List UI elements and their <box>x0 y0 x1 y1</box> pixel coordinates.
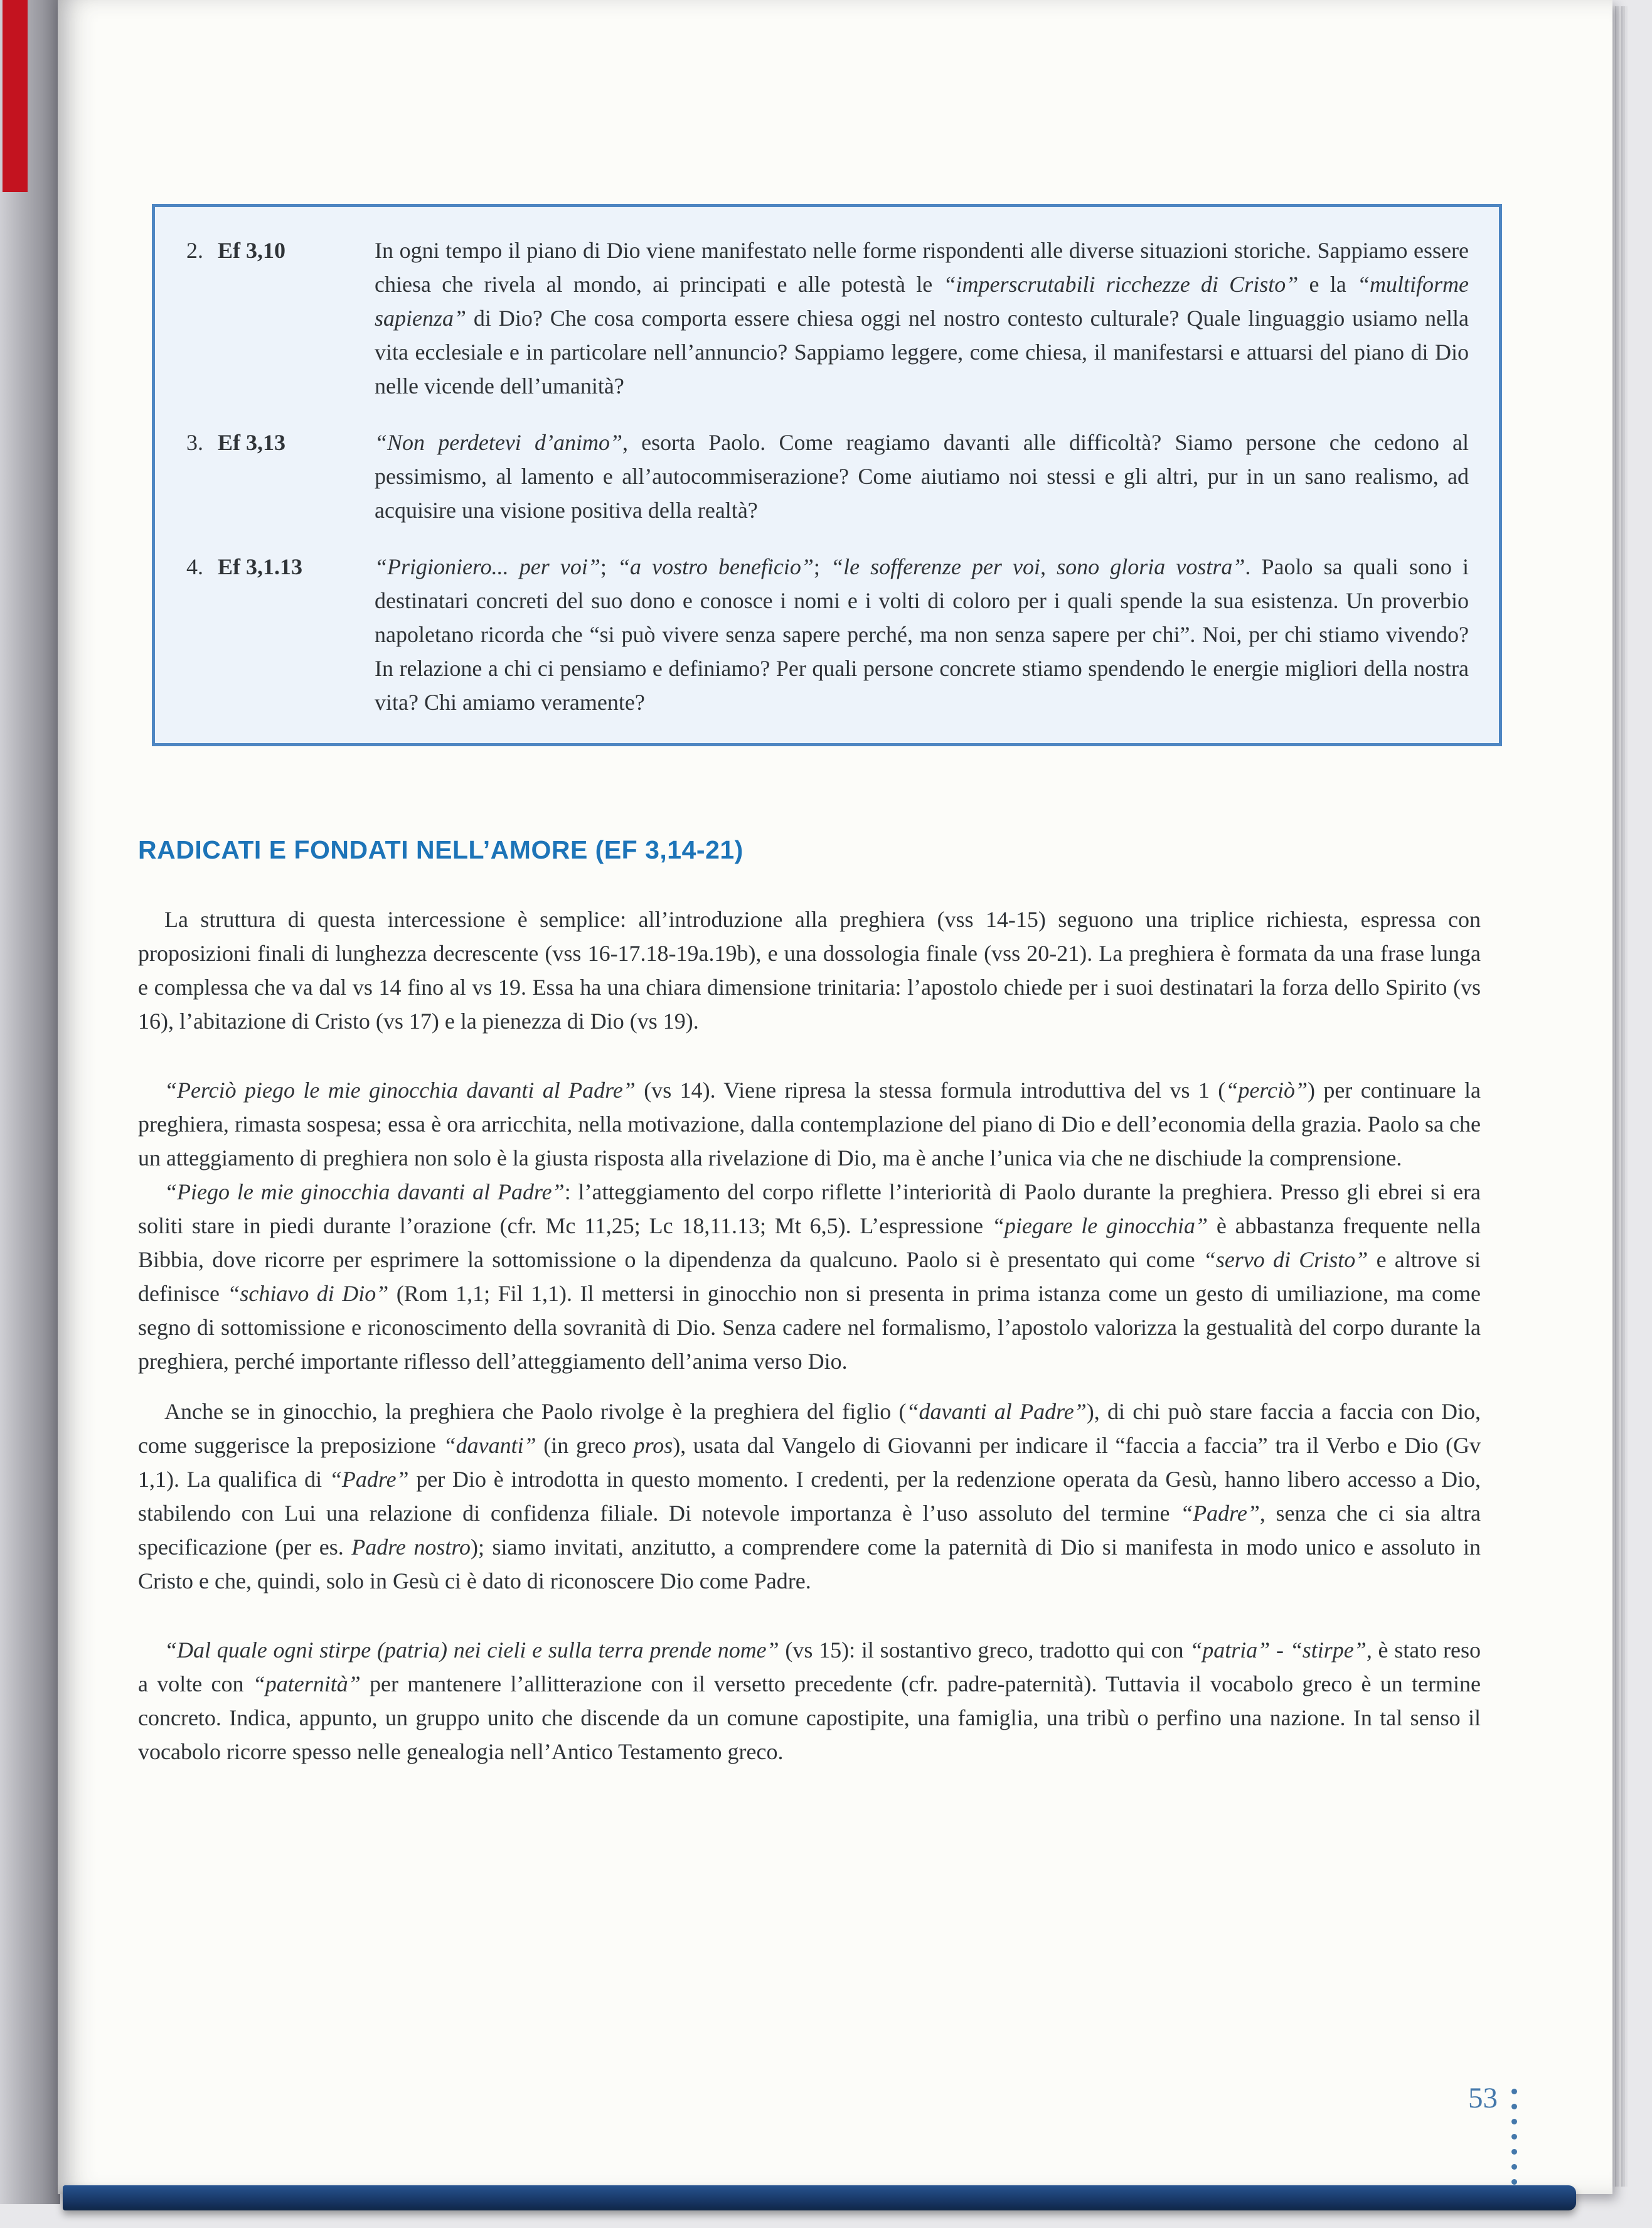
item-number: 3. <box>186 430 203 455</box>
page-number: 53 <box>1468 2082 1498 2114</box>
item-reference: Ef 3,13 <box>218 430 285 455</box>
page-dot <box>1511 2119 1517 2124</box>
page-dots <box>1511 2081 1517 2185</box>
reflection-questions-box <box>152 204 1502 746</box>
body-paragraph: Anche se in ginocchio, la preghiera che Paolo rivolge è la preghiera del figlio (“davanti al Padre”), di chi può stare faccia a faccia con Dio, come suggerisce la preposizione “davanti” (in greco pros), usata dal Vangelo di Giovanni per indicare il “faccia a faccia” tra il Verbo e Dio (Gv 1,1). La qualifica di “Padre” per Dio è introdotta in questo momento. I credenti, per la redenzione operata da Gesù, hanno libero accesso a Dio, stabilendo con Lui una relazione di confidenza filiale. Di notevole importanza è l’uso assoluto del termine “Padre”, senza che ci sia altra specificazione (per es. Padre nostro); siamo invitati, anzitutto, a comprendere come la paternità di Dio si manifesta in modo unico e assoluto in Cristo e che, quindi, solo in Gesù ci è dato di riconoscere Dio come Padre. <box>138 1399 1481 1593</box>
page-dot <box>1511 2134 1517 2140</box>
page-dot <box>1511 2164 1517 2170</box>
item-reference: Ef 3,10 <box>218 238 285 263</box>
item-reference: Ef 3,1.13 <box>218 554 302 579</box>
body-paragraph: La struttura di questa intercessione è semplice: all’introduzione alla preghiera (vss 14-15) seguono una triplice richiesta, espressa con proposizioni finali di lunghezza decrescente (vss 16-17.18-19a.19b), e una dossologia finale (vss 20-21). La preghiera è formata da una frase lunga e complessa che va dal vs 14 fino al vs 19. Essa ha una chiara dimensione trinitaria: l’apostolo chiede per i suoi destinatari la forza dello Spirito (vs 16), l’abitazione di Cristo (vs 17) e la pienezza di Dio (vs 19). <box>138 907 1481 1034</box>
body-paragraph: “Perciò piego le mie ginocchia davanti al Padre” (vs 14). Viene ripresa la stessa formula introduttiva del vs 1 (“perciò”) per continuare la preghiera, rimasta sospesa; essa è ora arricchita, nella motivazione, dalla contemplazione del piano di Dio e dell’economia della grazia. Paolo sa che un atteggiamento di preghiera non solo è la giusta risposta alla rivelazione di Dio, ma è anche l’unica via che ne dischiude la comprensione. <box>138 1078 1481 1170</box>
page-dot <box>1511 2149 1517 2155</box>
box-item-ef-3-10 <box>186 233 1469 403</box>
section-heading: RADICATI E FONDATI NELL’AMORE (EF 3,14-21) <box>138 835 743 864</box>
box-item-ef-3-1-13 <box>186 550 1469 719</box>
body-paragraph: “Piego le mie ginocchia davanti al Padre”: l’atteggiamento del corpo riflette l’interiorità di Paolo durante la preghiera. Presso gli ebrei si era soliti stare in piedi durante l’orazione (cfr. Mc 11,25; Lc 18,11.13; Mt 6,5). L’espressione “piegare le ginocchia” è abbastanza frequente nella Bibbia, dove ricorre per esprimere la sottomissione o la dipendenza da qualcuno. Paolo si è presentato qui come “servo di Cristo” e altrove si definisce “schiavo di Dio” (Rom 1,1; Fil 1,1). Il mettersi in ginocchio non si presenta in prima istanza come un gesto di umiliazione, ma come segno di sottomissione e riconoscimento della sovranità di Dio. Senza cadere nel formalismo, l’apostolo valorizza la gestualità del corpo durante la preghiera, perché importante riflesso dell’atteggiamento dell’anima verso Dio. <box>138 1179 1481 1374</box>
page-number-block <box>1468 2081 1517 2185</box>
page-dot <box>1511 2104 1517 2109</box>
stacked-page-edges <box>1612 6 1628 2187</box>
book-page <box>58 0 1612 2194</box>
book-cover-bottom-edge <box>63 2185 1576 2210</box>
item-number: 2. <box>186 238 203 263</box>
page-dot <box>1511 2179 1517 2185</box>
page-dot <box>1511 2089 1517 2094</box>
box-item-ef-3-13 <box>186 426 1469 527</box>
page-content <box>138 204 1481 1769</box>
body-paragraph: “Dal quale ogni stirpe (patria) nei cieli e sulla terra prende nome” (vs 15): il sostantivo greco, tradotto qui con “patria” - “stirpe”, è stato reso a volte con “paternità” per mantenere l’allitterazione con il versetto precedente (cfr. padre-paternità). Tuttavia il vocabolo greco è un termine concreto. Indica, appunto, un gruppo unito che discende da un comune capostipite, una famiglia, una tribù o perfino una nazione. In tal senso il vocabolo ricorre spesso nelle genealogia nell’Antico Testamento greco. <box>138 1637 1481 1764</box>
book-binding <box>0 0 60 2204</box>
item-text: “Non perdetevi d’animo”, esorta Paolo. Come reagiamo davanti alle difficoltà? Siamo persone che cedono al pessimismo, al lamento e all’autocommiserazione? Come aiutiamo noi stessi e gli altri, pur in un sano realismo, ad acquisire una visione positiva della realtà? <box>375 430 1469 523</box>
item-number: 4. <box>186 554 203 579</box>
item-text: In ogni tempo il piano di Dio viene manifestato nelle forme rispondenti alle diverse situazioni storiche. Sappiamo essere chiesa che rivela al mondo, ai principati e alle potestà le “imperscrutabili ricchezze di Cristo” e la “multiforme sapienza” di Dio? Che cosa comporta essere chiesa oggi nel nostro contesto culturale? Quale linguaggio usiamo nella vita ecclesiale e in particolare nell’annuncio? Sappiamo leggere, come chiesa, il manifestarsi e attuarsi del piano di Dio nelle vicende dell’umanità? <box>375 238 1469 399</box>
item-text: “Prigioniero... per voi”; “a vostro beneficio”; “le sofferenze per voi, sono gloria vostra”. Paolo sa quali sono i destinatari concreti del suo dono e conosce i nomi e i volti di coloro per i quali spende la sua esistenza. Un proverbio napoletano ricorda che “si può vivere senza sapere perché, ma non senza sapere per chi”. Noi, per chi stiamo vivendo? In relazione a chi ci pensiamo e definiamo? Per quali persone concrete stiamo spendendo le energie migliori della nostra vita? Chi amiamo veramente? <box>375 554 1469 715</box>
red-cover-edge <box>3 0 28 192</box>
